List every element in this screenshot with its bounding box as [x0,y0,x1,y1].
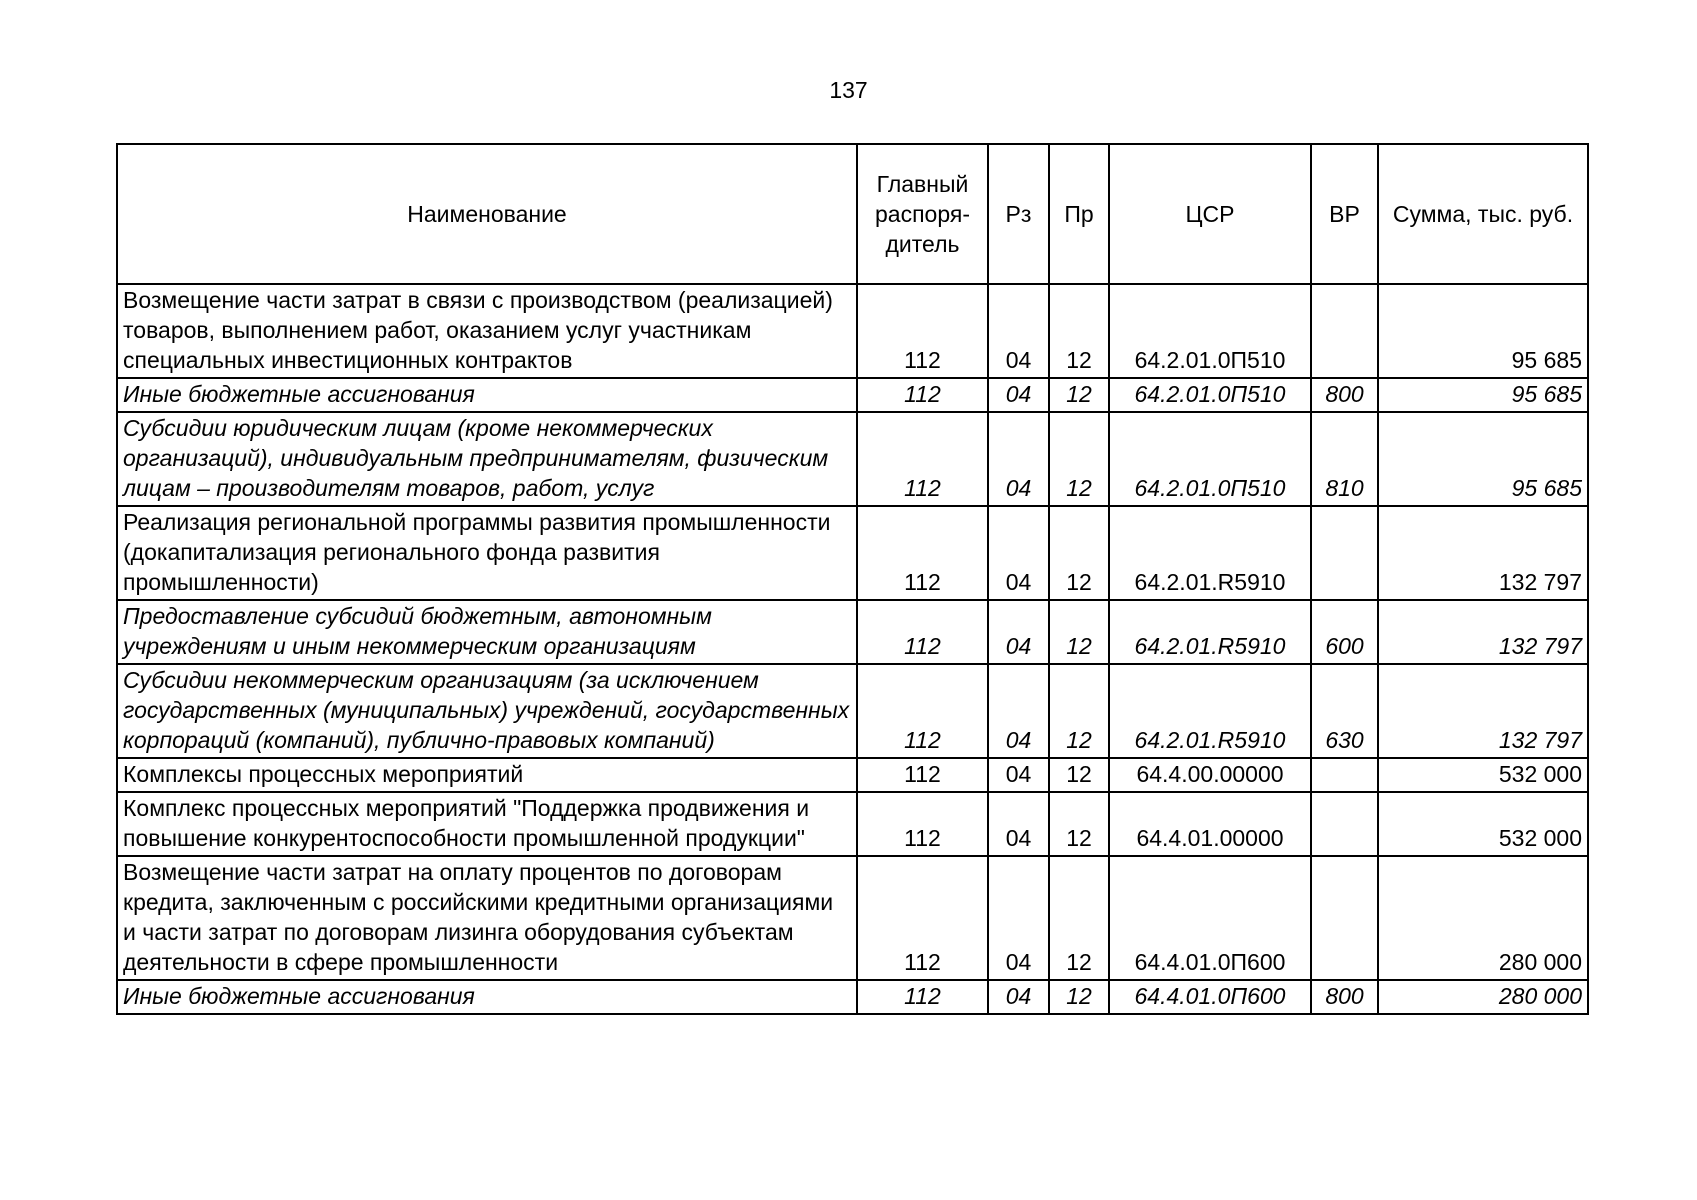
cell-name: Реализация региональной программы развития промышленности (докапитализация регионального фонда развития промышленности) [117,506,857,600]
header-main-manager: Главный распоря-дитель [857,144,988,284]
cell-sum: 532 000 [1378,792,1588,856]
cell-csr: 64.2.01.0П510 [1109,284,1311,378]
cell-name: Возмещение части затрат на оплату процентов по договорам кредита, заключенным с российскими кредитными организациями и части затрат по договорам лизинга оборудования субъектам деятельности в сфере промышленности [117,856,857,980]
cell-vr: 600 [1311,600,1378,664]
cell-rz: 04 [988,980,1049,1014]
cell-main-manager: 112 [857,284,988,378]
cell-name: Иные бюджетные ассигнования [117,378,857,412]
cell-csr: 64.2.01.R5910 [1109,506,1311,600]
header-rz: Рз [988,144,1049,284]
budget-table [116,143,1589,1015]
cell-name: Комплексы процессных мероприятий [117,758,857,792]
table-row [117,600,1588,664]
table-row [117,758,1588,792]
cell-sum: 95 685 [1378,378,1588,412]
cell-name: Иные бюджетные ассигнования [117,980,857,1014]
header-name: Наименование [117,144,857,284]
cell-rz: 04 [988,412,1049,506]
table-row [117,284,1588,378]
cell-pr: 12 [1049,792,1109,856]
cell-pr: 12 [1049,758,1109,792]
cell-vr [1311,792,1378,856]
cell-csr: 64.2.01.0П510 [1109,378,1311,412]
cell-rz: 04 [988,378,1049,412]
cell-main-manager: 112 [857,758,988,792]
cell-sum: 132 797 [1378,600,1588,664]
cell-pr: 12 [1049,284,1109,378]
cell-main-manager: 112 [857,600,988,664]
cell-vr [1311,856,1378,980]
cell-csr: 64.2.01.R5910 [1109,600,1311,664]
cell-pr: 12 [1049,506,1109,600]
cell-vr: 810 [1311,412,1378,506]
cell-sum: 280 000 [1378,856,1588,980]
cell-main-manager: 112 [857,856,988,980]
cell-csr: 64.4.01.0П600 [1109,980,1311,1014]
cell-rz: 04 [988,506,1049,600]
cell-sum: 532 000 [1378,758,1588,792]
cell-pr: 12 [1049,600,1109,664]
cell-name: Субсидии некоммерческим организациям (за исключением государственных (муниципальных) учреждений, государственных корпораций (компаний), публично-правовых компаний) [117,664,857,758]
cell-pr: 12 [1049,980,1109,1014]
cell-vr: 630 [1311,664,1378,758]
table-row [117,378,1588,412]
cell-vr: 800 [1311,980,1378,1014]
cell-main-manager: 112 [857,664,988,758]
cell-pr: 12 [1049,856,1109,980]
cell-main-manager: 112 [857,792,988,856]
cell-sum: 95 685 [1378,412,1588,506]
cell-pr: 12 [1049,664,1109,758]
cell-rz: 04 [988,792,1049,856]
cell-csr: 64.2.01.R5910 [1109,664,1311,758]
cell-vr [1311,758,1378,792]
cell-main-manager: 112 [857,980,988,1014]
table-row [117,980,1588,1014]
cell-csr: 64.2.01.0П510 [1109,412,1311,506]
cell-rz: 04 [988,284,1049,378]
cell-sum: 132 797 [1378,506,1588,600]
cell-name: Комплекс процессных мероприятий "Поддержка продвижения и повышение конкурентоспособности промышленной продукции" [117,792,857,856]
cell-csr: 64.4.01.0П600 [1109,856,1311,980]
table-row [117,506,1588,600]
header-pr: Пр [1049,144,1109,284]
cell-vr [1311,506,1378,600]
table-row [117,792,1588,856]
cell-rz: 04 [988,600,1049,664]
cell-main-manager: 112 [857,412,988,506]
cell-sum: 95 685 [1378,284,1588,378]
cell-main-manager: 112 [857,378,988,412]
table-row [117,664,1588,758]
page-number: 137 [829,77,868,103]
header-vr: ВР [1311,144,1378,284]
table-header-row [117,144,1588,284]
cell-rz: 04 [988,856,1049,980]
table-row [117,856,1588,980]
cell-vr: 800 [1311,378,1378,412]
cell-csr: 64.4.00.00000 [1109,758,1311,792]
header-csr: ЦСР [1109,144,1311,284]
cell-sum: 280 000 [1378,980,1588,1014]
header-sum: Сумма, тыс. руб. [1378,144,1588,284]
cell-pr: 12 [1049,378,1109,412]
cell-main-manager: 112 [857,506,988,600]
cell-vr [1311,284,1378,378]
cell-name: Предоставление субсидий бюджетным, автономным учреждениям и иным некоммерческим организациям [117,600,857,664]
cell-csr: 64.4.01.00000 [1109,792,1311,856]
cell-name: Субсидии юридическим лицам (кроме некоммерческих организаций), индивидуальным предпринимателям, физическим лицам – производителям товаров, работ, услуг [117,412,857,506]
table-row [117,412,1588,506]
cell-name: Возмещение части затрат в связи с производством (реализацией) товаров, выполнением работ, оказанием услуг участникам специальных инвестиционных контрактов [117,284,857,378]
cell-pr: 12 [1049,412,1109,506]
cell-rz: 04 [988,758,1049,792]
cell-rz: 04 [988,664,1049,758]
cell-sum: 132 797 [1378,664,1588,758]
table-body [117,284,1588,1014]
